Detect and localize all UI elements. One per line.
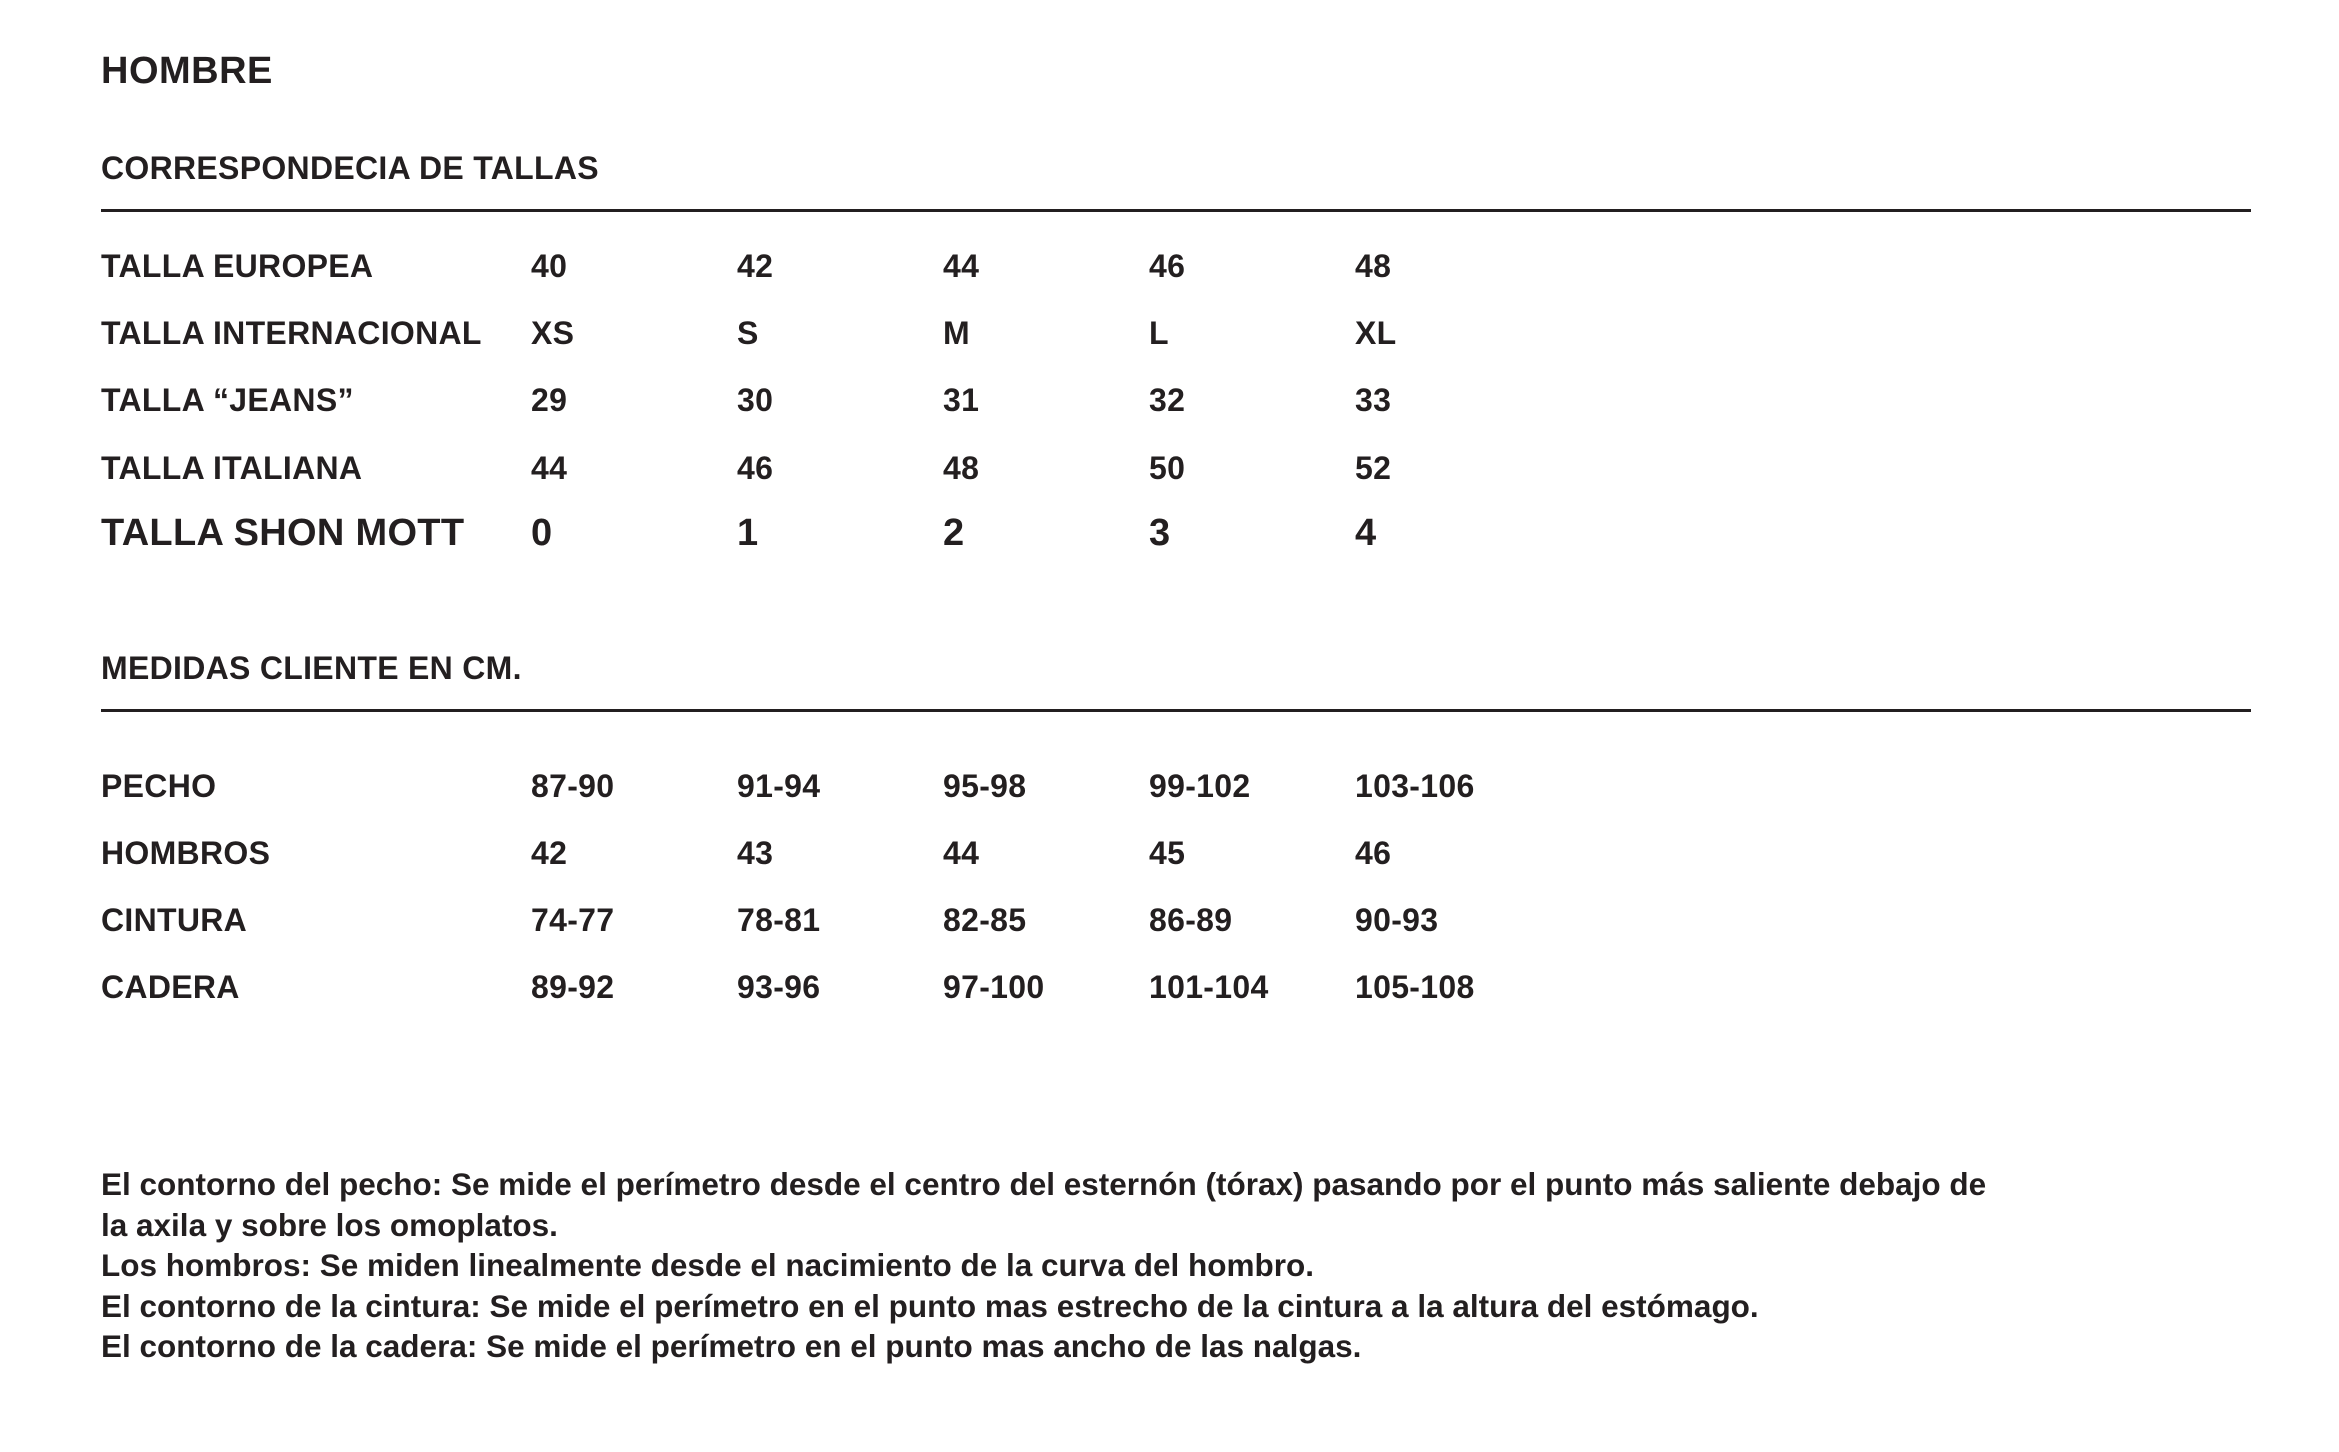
row-label: TALLA EUROPEA: [101, 248, 374, 284]
size-cell: S: [737, 315, 759, 351]
measure-cell: 101-104: [1149, 969, 1269, 1005]
size-cell: 0: [531, 512, 553, 554]
correspondence-heading: CORRESPONDECIA DE TALLAS: [101, 150, 599, 186]
row-label: TALLA ITALIANA: [101, 450, 363, 486]
measure-cell: 90-93: [1355, 902, 1439, 938]
measure-cell: 46: [1355, 835, 1392, 871]
page-title: HOMBRE: [101, 50, 273, 92]
measurements-heading: MEDIDAS CLIENTE EN CM.: [101, 650, 522, 686]
row-label: TALLA INTERNACIONAL: [101, 315, 482, 351]
measure-cell: 82-85: [943, 902, 1027, 938]
size-cell: 30: [737, 382, 774, 418]
row-label: TALLA “JEANS”: [101, 382, 354, 418]
size-cell: 42: [737, 248, 774, 284]
note-line: El contorno del pecho: Se mide el perímetro desde el centro del esternón (tórax) pasando por el punto más saliente debajo de: [101, 1166, 1987, 1202]
size-cell: 50: [1149, 450, 1186, 486]
note-line: la axila y sobre los omoplatos.: [101, 1206, 558, 1243]
size-cell: 3: [1149, 512, 1171, 554]
size-cell: 32: [1149, 382, 1186, 418]
size-cell: 48: [1355, 248, 1392, 284]
note-line: Los hombros: Se miden linealmente desde el nacimiento de la curva del hombro.: [101, 1247, 1315, 1283]
correspondence-divider: [101, 209, 2251, 212]
size-cell: 29: [531, 382, 568, 418]
size-cell: 31: [943, 382, 980, 418]
row-label: CADERA: [101, 969, 240, 1005]
size-cell: 44: [531, 450, 568, 486]
note-line: El contorno de la cadera: Se mide el perímetro en el punto mas ancho de las nalgas.: [101, 1328, 1362, 1364]
measure-cell: 97-100: [943, 969, 1045, 1005]
measurement-notes: [101, 1164, 2251, 1367]
size-cell: 46: [737, 450, 774, 486]
measure-cell: 43: [737, 835, 774, 871]
measure-cell: 78-81: [737, 902, 821, 938]
measure-cell: 45: [1149, 835, 1186, 871]
size-cell: 48: [943, 450, 980, 486]
size-cell: L: [1149, 315, 1169, 351]
size-cell: M: [943, 315, 970, 351]
row-label: CINTURA: [101, 902, 248, 938]
size-cell: 33: [1355, 382, 1392, 418]
size-cell: 40: [531, 248, 568, 284]
measure-cell: 93-96: [737, 969, 821, 1005]
measure-cell: 44: [943, 835, 980, 871]
measure-cell: 99-102: [1149, 768, 1251, 804]
measurements-divider: [101, 709, 2251, 712]
measure-cell: 74-77: [531, 902, 615, 938]
note-line: El contorno de la cintura: Se mide el perímetro en el punto mas estrecho de la cintura a la altura del estómago.: [101, 1287, 1759, 1324]
row-label: TALLA SHON MOTT: [101, 512, 465, 554]
measure-cell: 86-89: [1149, 902, 1233, 938]
size-cell: 2: [943, 512, 965, 554]
size-cell: 4: [1355, 512, 1377, 554]
measure-cell: 103-106: [1355, 768, 1475, 804]
size-cell: XL: [1355, 315, 1397, 351]
row-label: HOMBROS: [101, 835, 271, 871]
size-cell: 1: [737, 512, 759, 554]
measure-cell: 91-94: [737, 768, 821, 804]
measure-cell: 87-90: [531, 768, 615, 804]
row-label: PECHO: [101, 768, 217, 804]
size-cell: XS: [531, 315, 575, 351]
size-cell: 46: [1149, 248, 1186, 284]
size-cell: 44: [943, 248, 980, 284]
size-cell: 52: [1355, 450, 1392, 486]
measure-cell: 105-108: [1355, 969, 1475, 1005]
measure-cell: 89-92: [531, 969, 615, 1005]
measure-cell: 42: [531, 835, 568, 871]
measure-cell: 95-98: [943, 768, 1027, 804]
